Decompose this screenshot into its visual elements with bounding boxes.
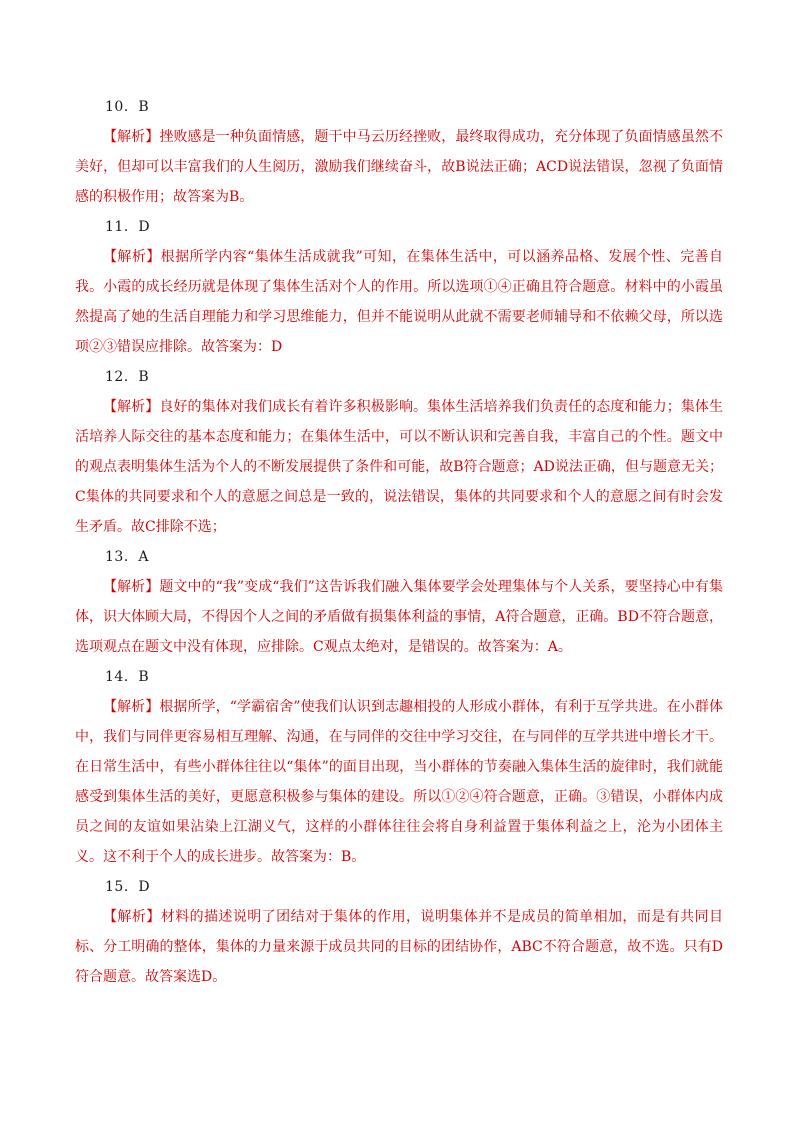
analysis-tag: 【解析】 (103, 699, 160, 715)
analysis-tag: 【解析】 (103, 909, 161, 925)
answer-item-11 (75, 212, 723, 362)
question-number: 12．B (105, 369, 150, 385)
analysis-text: 良好的集体对我们成长有着许多积极影响。集体生活培养我们负责任的态度和能力；集体生活培养人际交往的基本态度和能力；在集体生活中，可以不断认识和完善自我，丰富自己的个性。题文中的观点表明集体生活为个人的不断发展提供了条件和可能，故B符合题意；AD说法正确，但与题意无关；C集体的共同要求和个人的意愿之间总是一致的，说法错误，集体的共同要求和个人的意愿之间有时会发生矛盾。故C排除不选； (75, 399, 724, 535)
analysis-tag: 【解析】 (103, 579, 160, 595)
analysis-text: 题文中的“我”变成“我们”这告诉我们融入集体要学会处理集体与个人关系，要坚持心中有集体，识大体顾大局，不得因个人之间的矛盾做有损集体利益的事情，A符合题意，正确。BD不符合题意，选项观点在题文中没有体现，应排除。C观点太绝对，是错误的。故答案为：A。 (75, 579, 723, 655)
question-number: 13．A (105, 549, 149, 565)
analysis-paragraph (75, 242, 723, 362)
analysis-text: 根据所学内容“集体生活成就我”可知，在集体生活中，可以涵养品格、发展个性、完善自我。小霞的成长经历就是体现了集体生活对个人的作用。所以选项①④正确且符合题意。材料中的小霞虽然提高了她的生活自理能力和学习思维能力，但并不能说明从此就不需要老师辅导和不依赖父母，所以选项②③错误应排除。故答案为：D (75, 249, 724, 355)
analysis-paragraph (75, 902, 723, 992)
analysis-text: 挫败感是一种负面情感，题干中马云历经挫败，最终取得成功，充分体现了负面情感虽然不美好，但却可以丰富我们的人生阅历，激励我们继续奋斗，故B说法正确；ACD说法错误，忽视了负面情感的积极作用；故答案为B。 (75, 129, 724, 205)
analysis-paragraph (75, 392, 723, 542)
answer-item-15 (75, 872, 723, 992)
question-number: 15．D (105, 879, 151, 895)
question-number: 14．B (105, 669, 150, 685)
question-number: 11．D (105, 219, 151, 235)
answer-item-13 (75, 542, 723, 662)
analysis-tag: 【解析】 (103, 399, 160, 415)
answer-item-10 (75, 92, 723, 212)
answer-item-12 (75, 362, 723, 542)
question-number: 10．B (105, 99, 150, 115)
analysis-paragraph (75, 122, 723, 212)
analysis-paragraph (75, 692, 723, 872)
analysis-tag: 【解析】 (103, 129, 160, 145)
analysis-tag: 【解析】 (103, 249, 161, 265)
answer-list (75, 92, 723, 992)
analysis-text: 根据所学，“学霸宿舍”使我们认识到志趣相投的人形成小群体，有利于互学共进。在小群体中，我们与同伴更容易相互理解、沟通，在与同伴的交往中学习交往，在与同伴的互学共进中增长才干。在日常生活中，有些小群体往往以“集体”的面目出现，当小群体的节奏融入集体生活的旋律时，我们就能感受到集体生活的美好，更愿意积极参与集体的建设。所以①②④符合题意，正确。③错误，小群体内成员之间的友谊如果沾染上江湖义气，这样的小群体往往会将自身利益置于集体利益之上，沦为小团体主义。这不利于个人的成长进步。故答案为：B。 (75, 699, 724, 865)
analysis-text: 材料的描述说明了团结对于集体的作用，说明集体并不是成员的简单相加，而是有共同目标、分工明确的整体，集体的力量来源于成员共同的目标的团结协作，ABC不符合题意，故不选。只有D符合题意。故答案选D。 (75, 909, 724, 985)
analysis-paragraph (75, 572, 723, 662)
answer-item-14 (75, 662, 723, 872)
